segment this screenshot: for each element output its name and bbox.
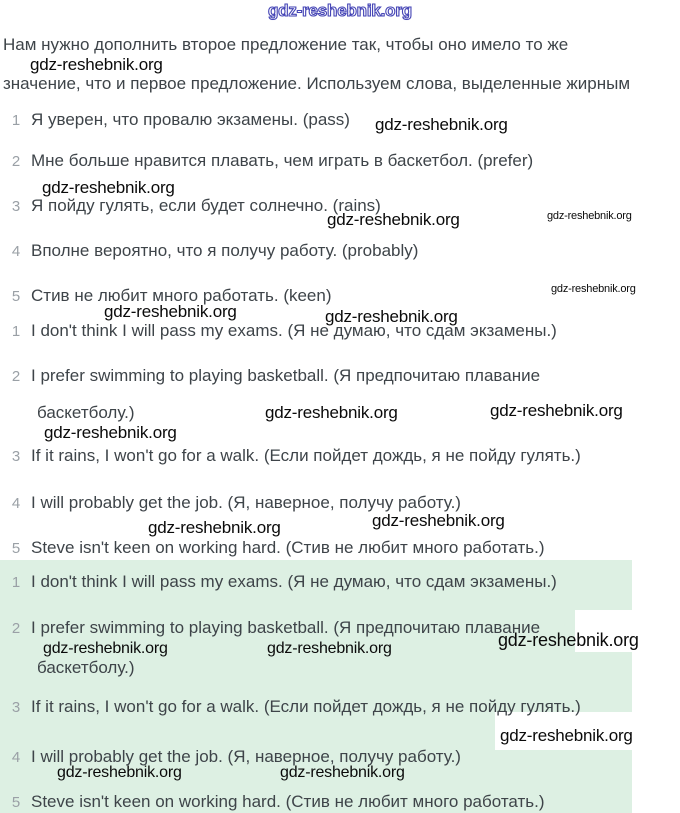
intro-line-1: Нам нужно дополнить второе предложение так, чтобы оно имело то же (3, 35, 569, 54)
watermark: gdz-reshebnik.org (500, 726, 633, 745)
item-text: I prefer swimming to playing basketball. (Я предпочитаю плавание (31, 366, 541, 385)
watermark: gdz-reshebnik.org (372, 511, 505, 530)
watermark: gdz-reshebnik.org (57, 764, 182, 781)
intro-line-2: значение, что и первое предложение. Используем слова, выделенные жирным (3, 74, 631, 93)
watermark: gdz-reshebnik.org (551, 283, 636, 295)
watermark: gdz-reshebnik.org (490, 401, 623, 420)
item-text: If it rains, I won't go for a walk. (Если пойдет дождь, я не пойду гулять.) (31, 697, 581, 716)
answer-item-5 (8, 538, 545, 558)
answer-item-2 (8, 366, 540, 386)
item-number: 1 (11, 574, 21, 591)
watermark: gdz-reshebnik.org (148, 518, 281, 537)
item-number: 4 (11, 243, 21, 260)
item-number: 1 (11, 112, 21, 129)
watermark: gdz-reshebnik.org (43, 640, 168, 657)
item-text: Стив не любит много работать. (keen) (31, 286, 332, 305)
item-number: 2 (11, 620, 21, 637)
watermark-header: gdz-reshebnik.org (268, 1, 412, 20)
task-item-1 (8, 110, 350, 130)
watermark: gdz-reshebnik.org (265, 403, 398, 422)
item-text: I don't think I will pass my exams. (Я не думаю, что сдам экзамены.) (31, 321, 557, 340)
highlighted-item-5 (8, 792, 545, 812)
item-text: If it rains, I won't go for a walk. (Если пойдет дождь, я не пойду гулять.) (31, 446, 581, 465)
item-number: 4 (11, 749, 21, 766)
highlighted-item-2-continuation: баскетболу.) (37, 658, 135, 677)
item-number: 5 (11, 540, 21, 557)
item-number: 5 (11, 794, 21, 811)
item-text: Я пойду гулять, если будет солнечно. (rains) (31, 196, 381, 215)
item-text: Я уверен, что провалю экзамены. (pass) (31, 110, 350, 129)
item-text: Steve isn't keen on working hard. (Стив не любит много работать.) (31, 792, 545, 811)
answer-item-3 (8, 446, 581, 466)
watermark: gdz-reshebnik.org (375, 115, 508, 134)
watermark: gdz-reshebnik.org (104, 302, 237, 321)
watermark: gdz-reshebnik.org (30, 55, 163, 74)
highlighted-item-2 (8, 618, 540, 638)
highlighted-item-1 (8, 572, 557, 592)
item-number: 3 (11, 448, 21, 465)
item-text: I will probably get the job. (Я, наверное, получу работу.) (31, 493, 461, 512)
watermark: gdz-reshebnik.org (547, 210, 632, 222)
watermark: gdz-reshebnik.org (280, 764, 405, 781)
task-item-2 (8, 151, 533, 171)
item-text: I prefer swimming to playing basketball. (Я предпочитаю плавание (31, 618, 541, 637)
item-number: 3 (11, 699, 21, 716)
task-item-3 (8, 196, 381, 216)
item-number: 5 (11, 288, 21, 305)
watermark: gdz-reshebnik.org (44, 423, 177, 442)
watermark: gdz-reshebnik.org (327, 210, 460, 229)
watermark: gdz-reshebnik.org (498, 630, 639, 650)
item-text: I will probably get the job. (Я, наверное, получу работу.) (31, 747, 461, 766)
item-number: 4 (11, 495, 21, 512)
item-number: 1 (11, 323, 21, 340)
watermark: gdz-reshebnik.org (267, 640, 392, 657)
answer-item-2-continuation: баскетболу.) (37, 403, 135, 422)
answer-item-4 (8, 493, 461, 513)
item-text: Steve isn't keen on working hard. (Стив не любит много работать.) (31, 538, 545, 557)
task-item-4 (8, 241, 418, 261)
answer-item-1 (8, 321, 557, 341)
item-number: 2 (11, 153, 21, 170)
item-text: Вполне вероятно, что я получу работу. (probably) (31, 241, 419, 260)
watermark: gdz-reshebnik.org (42, 178, 175, 197)
item-number: 2 (11, 368, 21, 385)
item-text: Мне больше нравится плавать, чем играть в баскетбол. (prefer) (31, 151, 534, 170)
watermark: gdz-reshebnik.org (325, 307, 458, 326)
highlighted-item-3 (8, 697, 581, 717)
item-text: I don't think I will pass my exams. (Я не думаю, что сдам экзамены.) (31, 572, 557, 591)
item-number: 3 (11, 198, 21, 215)
